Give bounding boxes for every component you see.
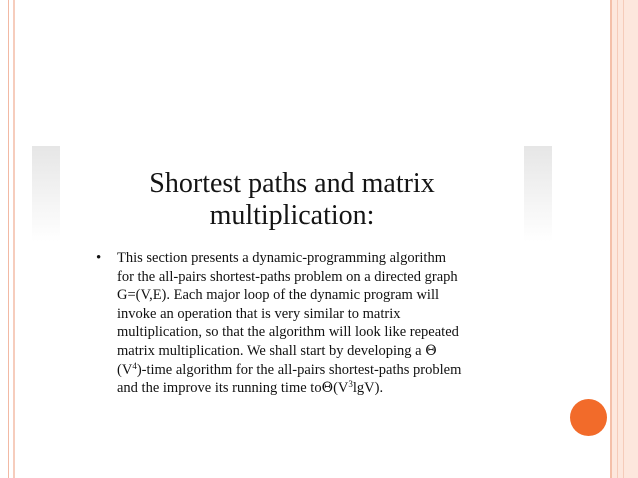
left-border-line (13, 0, 15, 478)
decorative-band-right (524, 146, 552, 242)
slide-title-line: multiplication: (209, 200, 375, 231)
body-line-text: and the improve its running time to (117, 380, 322, 397)
exponent: 4 (132, 360, 137, 371)
body-line: for the all-pairs shortest-paths problem on a directed graph (117, 268, 458, 285)
body-line-text: )-time algorithm for the all-pairs shortest-paths problem (136, 361, 462, 378)
theta-symbol: Θ (321, 380, 334, 397)
decorative-band-left (32, 146, 60, 242)
body-line: This section presents a dynamic-programming algorithm (117, 250, 446, 266)
exponent: 3 (348, 379, 353, 390)
slide-title-line: Shortest paths and matrix (149, 168, 435, 199)
theta-symbol: Θ (425, 342, 437, 359)
right-border-line (623, 0, 624, 478)
body-line (117, 379, 497, 398)
body-line-text: matrix multiplication. We shall start by developing a (117, 342, 426, 359)
left-border-line (8, 0, 9, 478)
body-line (117, 342, 497, 361)
right-border-line (617, 0, 618, 478)
body-line: invoke an operation that is very similar to matrix (117, 305, 401, 322)
body-line: G=(V,E). Each major loop of the dynamic program will (117, 287, 439, 304)
slide-title (120, 168, 464, 232)
body-line (117, 361, 497, 380)
body-line: multiplication, so that the algorithm will look like repeated (117, 324, 459, 341)
body-line-text: (V (117, 361, 133, 378)
bullet-text (117, 249, 497, 398)
body-line-text: lgV). (352, 380, 384, 397)
right-border-line (610, 0, 612, 478)
body-line-text: (V (333, 380, 349, 397)
orange-circle-decoration (570, 399, 607, 436)
right-border-band (612, 0, 638, 478)
bullet-icon: • (96, 250, 102, 266)
